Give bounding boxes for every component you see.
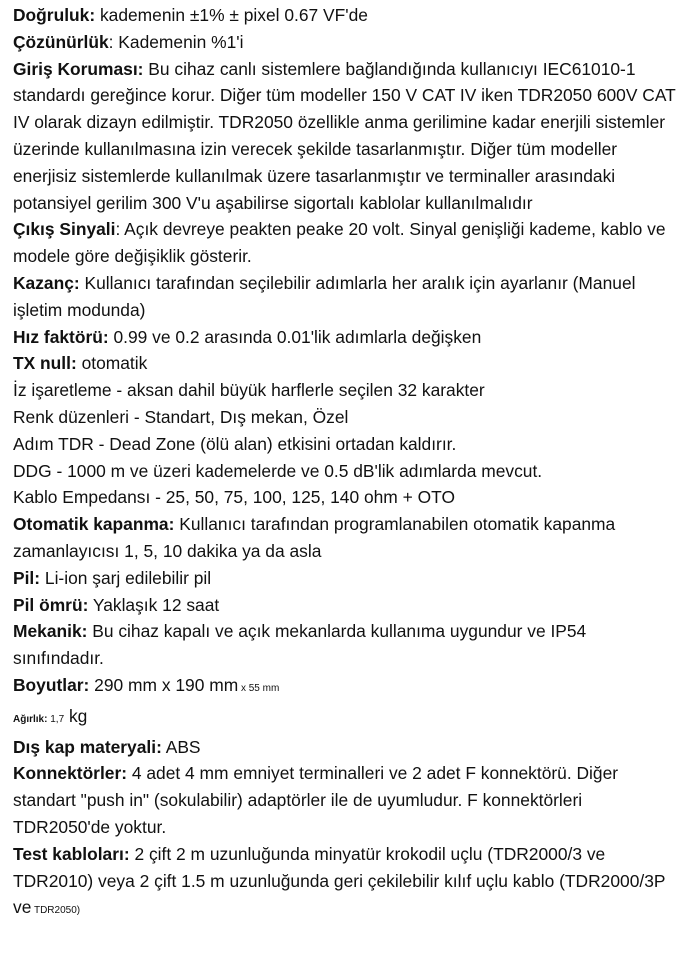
spec-mechanical [13,618,678,672]
spec-text: otomatik [76,353,148,374]
spec-input-protection [13,56,678,217]
spec-tx-null [13,350,678,377]
spec-accuracy [13,2,678,29]
spec-label: Otomatik kapanma: [13,514,175,535]
spec-text: Kablo Empedansı - 25, 50, 75, 100, 125, 140 ohm + OTO [13,487,455,508]
spec-text: Kullanıcı tarafından programlanabilen otomatik kapanma zamanlayıcısı 1, 5, 10 dakika ya da asla [13,514,616,561]
spec-label: Pil ömrü: [13,594,89,615]
spec-label: Doğruluk: [13,5,96,25]
spec-label: Test kabloları: [13,843,130,864]
spec-small-text: 1,7 [47,713,65,725]
spec-text: Renk düzenleri - Standart, Dış mekan, Özel [13,406,349,427]
spec-text: Yaklaşık 12 saat [88,594,220,615]
spec-weight [13,703,678,734]
spec-text: : Açık devreye peakten peake 20 volt. Sinyal genişliği kademe, kablo ve modele göre değişiklik gösterir. [13,219,666,267]
spec-text: ABS [161,736,201,757]
spec-small-text: TDR2050) [31,905,81,917]
spec-label: Mekanik: [13,621,88,642]
spec-label: Ağırlık: [13,713,48,725]
spec-color-schemes [13,404,678,431]
spec-label: Konnektörler: [13,763,128,784]
spec-text: Li-ion şarj edilebilir pil [40,567,212,588]
spec-text: İz işaretleme - aksan dahil büyük harflerle seçilen 32 karakter [13,380,485,401]
spec-auto-power-off [13,511,678,565]
spec-battery [13,565,678,592]
spec-text: kademenin ±1% ± pixel 0.67 VF'de [95,5,368,25]
spec-label: TX null: [13,353,77,374]
spec-label: Giriş Koruması: [13,58,144,79]
spec-label: Hız faktörü: [13,326,109,347]
spec-text: Bu cihaz kapalı ve açık mekanlarda kullanıma uygundur ve IP54 sınıfındadır. [13,621,587,669]
spec-text: 290 mm x 190 mm [89,674,239,695]
spec-label: Dış kap materyali: [13,736,162,757]
spec-label: Kazanç: [13,272,80,293]
spec-dimensions [13,672,678,703]
spec-label: Çözünürlük [13,31,109,52]
spec-cable-impedance [13,484,678,511]
spec-text: Adım TDR - Dead Zone (ölü alan) etkisini ortadan kaldırır. [13,433,457,454]
spec-gain [13,270,678,324]
spec-output-signal [13,216,678,270]
spec-unit: kg [64,705,88,726]
spec-small-text: x 55 mm [238,682,280,694]
spec-ddg [13,458,678,485]
spec-text: 4 adet 4 mm emniyet terminalleri ve 2 adet F konnektörü. Diğer standart "push in" (sokulabilir) adaptörler ile de uyumludur. F konnektörleri TDR2050'de yoktur. [13,763,619,837]
spec-text: Kullanıcı tarafından seçilebilir adımlarla her aralık için ayarlanır (Manuel işletim modunda) [13,272,636,320]
spec-connectors [13,760,678,840]
spec-label: Çıkış Sinyali [13,219,116,240]
spec-label: Boyutlar: [13,674,90,695]
spec-text: : Kademenin %1'i [108,31,244,52]
spec-battery-life [13,592,678,619]
spec-housing-material [13,734,678,761]
spec-label: Pil: [13,567,41,588]
spec-velocity-factor [13,324,678,351]
spec-test-leads [13,841,678,925]
spec-text: 0.99 ve 0.2 arasında 0.01'lik adımlarla değişken [108,326,482,347]
spec-step-tdr [13,431,678,458]
spec-text: DDG - 1000 m ve üzeri kademelerde ve 0.5 dB'lik adımlarda mevcut. [13,460,543,481]
spec-trace-marking [13,377,678,404]
spec-resolution [13,29,678,56]
spec-text: 2 çift 2 m uzunluğunda minyatür krokodil uçlu (TDR2000/3 ve TDR2010) veya 2 çift 1.5 m uzunluğunda geri çekilebilir kılıf uçlu kablo (TDR2000/3P ve [13,843,666,918]
spec-text: Bu cihaz canlı sistemlere bağlandığında kullanıcıyı IEC61010-1 standardı gereğince korur. Diğer tüm modeller 150 V CAT IV iken TDR2050 600V CAT IV olarak dizayn edilmiştir. TDR2050 özellikle anma gerilimine kadar enerjili sistemler üzerinde kullanılmasına izin verecek şekilde tasarlanmıştır. Diğer tüm modeller enerjisiz sistemlerde kullanılmak üzere tasarlanmıştır ve terminaller arasındaki potansiyel gerilim 300 V'u aşabilirse sigortalı kablolar kullanılmalıdır [13,58,676,213]
